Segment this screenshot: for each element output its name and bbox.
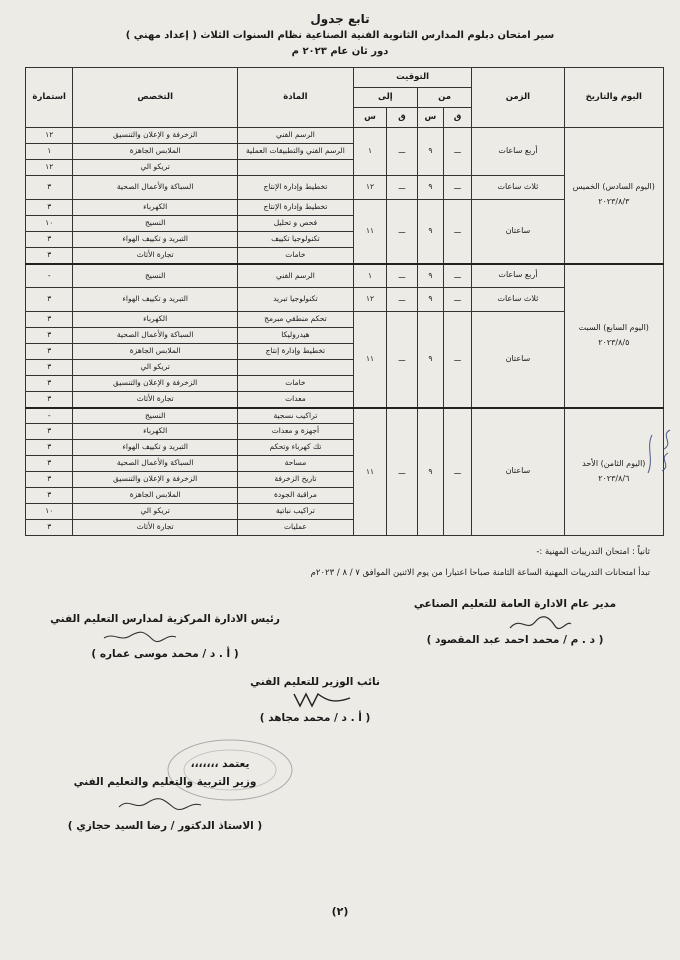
subject-cell: تك كهرباء وتحكم	[237, 440, 353, 456]
minister-name: ( الاستاذ الدكتور / رضا السيد حجازي )	[67, 820, 263, 832]
header-timing: التوقيت	[353, 68, 471, 88]
to-hour-cell: ١٢	[353, 288, 386, 312]
duration-cell: أربع ساعات	[472, 128, 564, 176]
subject-cell: تحكم منطقي مبرمج	[237, 312, 353, 328]
handwritten-signature-deputy	[290, 690, 360, 710]
form-number-cell: ١٢	[26, 160, 73, 176]
signature-right-title: مدير عام الادارة العامة للتعليم الصناعي	[413, 598, 617, 610]
form-number-cell: ٣	[26, 200, 73, 216]
header-to-hour: س	[353, 108, 386, 128]
subject-cell: معدات	[237, 392, 353, 408]
form-number-cell: ٣	[26, 288, 73, 312]
from-hour-cell: ٩	[417, 288, 443, 312]
specialization-cell: الملابس الجاهزة	[73, 488, 238, 504]
subject-cell: تاريخ الزخرفة	[237, 472, 353, 488]
specialization-cell: السباكة والأعمال الصحية	[73, 456, 238, 472]
subject-cell: فحص و تحليل	[237, 216, 353, 232]
header-duration: الزمن	[472, 68, 564, 128]
handwritten-signature-right	[505, 614, 575, 634]
practical-exam-heading: ثانياً : امتحان التدريبات المهنية :-	[536, 547, 650, 557]
to-minute-cell: ـــ	[387, 288, 418, 312]
from-hour-cell: ٩	[417, 408, 443, 536]
from-hour-cell: ٩	[417, 128, 443, 176]
to-hour-cell: ١	[353, 264, 386, 288]
handwritten-signature-left	[100, 628, 180, 646]
form-number-cell: -	[26, 264, 73, 288]
specialization-cell: الملابس الجاهزة	[73, 144, 238, 160]
header-from: من	[417, 88, 471, 108]
subject-cell: أجهزة و معدات	[237, 424, 353, 440]
form-number-cell: ١٢	[26, 128, 73, 144]
specialization-cell: التبريد و تكييف الهواء	[73, 440, 238, 456]
subject-cell: تخطيط وإدارة الإنتاج	[237, 200, 353, 216]
header-specialization: التخصص	[73, 68, 238, 128]
specialization-cell: التبريد و تكييف الهواء	[73, 232, 238, 248]
specialization-cell: تجارة الأثاث	[73, 520, 238, 536]
subject-cell: تخطيط وإدارة الإنتاج	[237, 176, 353, 200]
to-minute-cell: ـــ	[387, 176, 418, 200]
specialization-cell: النسيج	[73, 408, 238, 424]
signature-left-name: ( أ . د / محمد موسى عماره )	[91, 648, 239, 660]
to-minute-cell: ـــ	[387, 264, 418, 288]
form-number-cell: ٣	[26, 424, 73, 440]
subject-cell	[237, 160, 353, 176]
to-hour-cell: ١١	[353, 408, 386, 536]
specialization-cell: النسيج	[73, 264, 238, 288]
deputy-name: ( أ . د / محمد مجاهد )	[259, 712, 371, 724]
subject-cell: هيدروليكا	[237, 328, 353, 344]
subject-cell	[237, 360, 353, 376]
table-row	[26, 264, 664, 288]
specialization-cell: تجارة الأثاث	[73, 392, 238, 408]
from-minute-cell: ـــ	[443, 288, 471, 312]
subject-cell: مراقبة الجودة	[237, 488, 353, 504]
header-to: إلى	[353, 88, 417, 108]
exam-schedule-table	[25, 67, 664, 536]
day-date: ٢٠٢٣/٨/٦	[598, 473, 630, 483]
subject-cell: الرسم الفني والتطبيقات العملية	[237, 144, 353, 160]
day-date-cell	[564, 264, 663, 408]
to-minute-cell: ـــ	[387, 312, 418, 408]
from-hour-cell: ٩	[417, 312, 443, 408]
to-minute-cell: ـــ	[387, 128, 418, 176]
to-hour-cell: ١١	[353, 312, 386, 408]
form-number-cell: ٣	[26, 176, 73, 200]
form-number-cell: ٣	[26, 456, 73, 472]
duration-cell: ثلاث ساعات	[472, 176, 564, 200]
specialization-cell: الزخرفة و الإعلان والتنسيق	[73, 376, 238, 392]
header-line-1: تابع جدول	[310, 12, 370, 26]
subject-cell: تكنولوجيا تكييف	[237, 232, 353, 248]
from-minute-cell: ـــ	[443, 128, 471, 176]
duration-cell: ساعتان	[472, 312, 564, 408]
specialization-cell: التبريد و تكييف الهواء	[73, 288, 238, 312]
handwritten-margin-note	[640, 425, 680, 485]
deputy-title: نائب الوزير للتعليم الفني	[250, 676, 380, 688]
to-hour-cell: ١١	[353, 200, 386, 264]
header-subject: المادة	[237, 68, 353, 128]
specialization-cell: الزخرفة و الإعلان والتنسيق	[73, 128, 238, 144]
page-number: (٢)	[331, 905, 349, 918]
specialization-cell: الكهرباء	[73, 312, 238, 328]
day-name: (اليوم السابع) السبت	[578, 322, 649, 332]
duration-cell: أربع ساعات	[472, 264, 564, 288]
duration-cell: ثلاث ساعات	[472, 288, 564, 312]
form-number-cell: ٣	[26, 312, 73, 328]
form-number-cell: ٣	[26, 248, 73, 264]
table-row	[26, 128, 664, 144]
from-minute-cell: ـــ	[443, 312, 471, 408]
from-minute-cell: ـــ	[443, 408, 471, 536]
form-number-cell: ١٠	[26, 216, 73, 232]
day-date-cell	[564, 128, 663, 264]
approval-label: يعتمد ،،،،،،،	[190, 758, 250, 770]
to-minute-cell: ـــ	[387, 408, 418, 536]
form-number-cell: ٣	[26, 488, 73, 504]
subject-cell: تراكيب نباتية	[237, 504, 353, 520]
table-row	[26, 408, 664, 424]
specialization-cell: السباكة والأعمال الصحية	[73, 328, 238, 344]
subject-cell: عمليات	[237, 520, 353, 536]
duration-cell: ساعتان	[472, 408, 564, 536]
day-date: ٢٠٢٣/٨/٣	[598, 197, 630, 207]
specialization-cell: الكهرباء	[73, 200, 238, 216]
from-hour-cell: ٩	[417, 264, 443, 288]
subject-cell: الرسم الفني	[237, 128, 353, 144]
handwritten-signature-minister	[115, 795, 205, 815]
header-from-hour: س	[417, 108, 443, 128]
form-number-cell: ٣	[26, 520, 73, 536]
form-number-cell: ١	[26, 144, 73, 160]
specialization-cell: الزخرفة و الإعلان والتنسيق	[73, 472, 238, 488]
from-minute-cell: ـــ	[443, 200, 471, 264]
header-from-minute: ق	[443, 108, 471, 128]
duration-cell: ساعتان	[472, 200, 564, 264]
day-name: (اليوم الثامن) الأحد	[582, 458, 646, 468]
signature-right-name: ( د . م / محمد احمد عبد المقصود )	[426, 634, 604, 646]
from-minute-cell: ـــ	[443, 176, 471, 200]
form-number-cell: ٣	[26, 232, 73, 248]
subject-cell: خامات	[237, 248, 353, 264]
to-hour-cell: ١٢	[353, 176, 386, 200]
from-hour-cell: ٩	[417, 176, 443, 200]
header-line-2: سير امتحان دبلوم المدارس الثانوية الفنية الصناعية نظام السنوات الثلاث ( إعداد مهني )	[125, 30, 555, 41]
to-hour-cell: ١	[353, 128, 386, 176]
form-number-cell: ٣	[26, 328, 73, 344]
day-name: (اليوم السادس) الخميس	[572, 182, 655, 192]
subject-cell: تكنولوجيا تبريد	[237, 288, 353, 312]
header-line-3: دور ثان عام ٢٠٢٣ م	[291, 46, 389, 57]
header-day-date: اليوم والتاريخ	[564, 68, 663, 128]
from-minute-cell: ـــ	[443, 264, 471, 288]
subject-cell: الرسم الفني	[237, 264, 353, 288]
form-number-cell: -	[26, 408, 73, 424]
subject-cell: تخطيط وإدارة إنتاج	[237, 344, 353, 360]
specialization-cell: تريكو الي	[73, 360, 238, 376]
specialization-cell: النسيج	[73, 216, 238, 232]
to-minute-cell: ـــ	[387, 200, 418, 264]
subject-cell: خامات	[237, 376, 353, 392]
subject-cell: مساحة	[237, 456, 353, 472]
header-form: استمارة	[26, 68, 73, 128]
specialization-cell: تريكو الي	[73, 160, 238, 176]
from-hour-cell: ٩	[417, 200, 443, 264]
specialization-cell: تجارة الأثاث	[73, 248, 238, 264]
form-number-cell: ١٠	[26, 504, 73, 520]
specialization-cell: الكهرباء	[73, 424, 238, 440]
specialization-cell: السباكة والأعمال الصحية	[73, 176, 238, 200]
practical-exam-note: تبدأ امتحانات التدريبات المهنية الساعة الثامنة صباحا اعتبارا من يوم الاثنين الموافق ٧ / ٨ / ٢٠٢٣م	[310, 568, 650, 578]
day-date: ٢٠٢٣/٨/٥	[598, 337, 630, 347]
form-number-cell: ٣	[26, 376, 73, 392]
form-number-cell: ٣	[26, 392, 73, 408]
form-number-cell: ٣	[26, 472, 73, 488]
form-number-cell: ٣	[26, 360, 73, 376]
signature-left-title: رئيس الادارة المركزية لمدارس التعليم الفني	[50, 613, 280, 625]
header-to-minute: ق	[387, 108, 418, 128]
minister-title: وزير التربية والتعليم والتعليم الفني	[73, 776, 257, 788]
specialization-cell: تريكو الي	[73, 504, 238, 520]
specialization-cell: الملابس الجاهزة	[73, 344, 238, 360]
subject-cell: تراكيب نسجية	[237, 408, 353, 424]
form-number-cell: ٣	[26, 440, 73, 456]
form-number-cell: ٣	[26, 344, 73, 360]
